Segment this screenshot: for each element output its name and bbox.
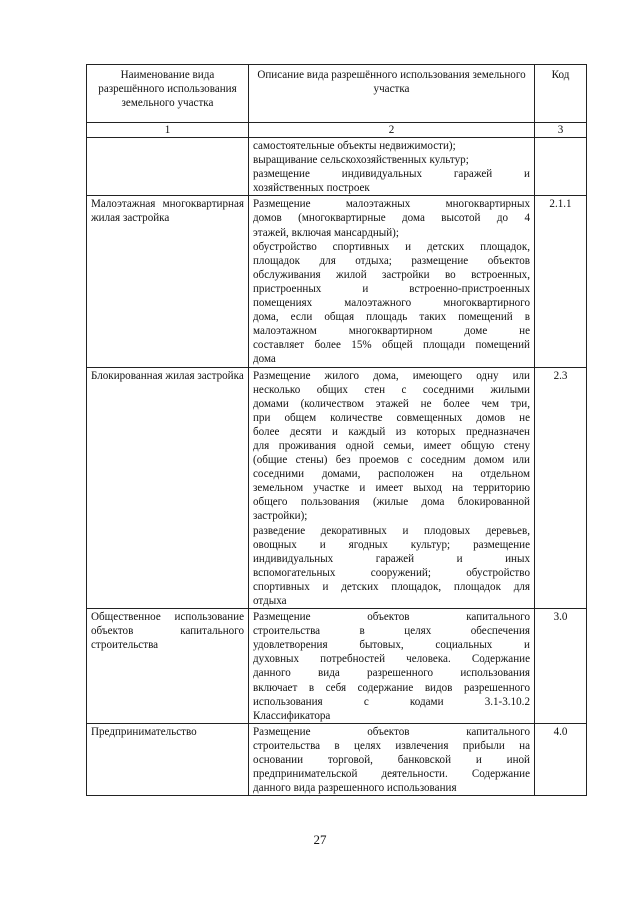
land-use-description: [249, 196, 535, 367]
land-use-description: [249, 367, 535, 609]
description-line: несколько общих стен с соседними жилыми: [253, 383, 530, 396]
description-line: духовных потребностей человека. Содержание: [253, 653, 530, 666]
description-line: более десяти и каждый из которых предназначен: [253, 425, 530, 438]
description-line: малоэтажном многоквартирном доме не: [253, 325, 530, 338]
description-line: использования с кодами 3.1-3.10.2: [253, 695, 530, 708]
description-line: застройки);: [253, 510, 308, 523]
land-use-description: [249, 609, 535, 724]
description-line: спортивных и детских площадок, площадок для: [253, 580, 530, 593]
description-line: Размещение объектов капитального: [253, 725, 530, 738]
description-line: (общие стены) без проемов с соседним домом или: [253, 454, 530, 467]
description-line: при общем количестве совмещенных домов не: [253, 411, 530, 424]
description-line: соседними домами, расположен на отдельном: [253, 468, 530, 481]
description-line: отдыха: [253, 595, 287, 607]
land-use-description: [249, 723, 535, 795]
land-use-name: Блокированная жилая застройка: [87, 367, 249, 609]
land-use-name: [87, 138, 249, 196]
description-line: данного вида разрешенного использования: [253, 782, 457, 795]
description-line: включает в себя содержание видов разрешенного: [253, 681, 530, 694]
description-line: Размещение объектов капитального: [253, 611, 530, 624]
description-line: строительства в целях обеспечения: [253, 625, 530, 638]
land-use-code: [535, 138, 587, 196]
document-page: [86, 64, 586, 796]
table-row: [87, 609, 587, 724]
page-number: 27: [313, 832, 327, 847]
description-line: помещениях малоэтажного многоквартирного: [253, 297, 530, 310]
description-line: земельном участке и имеет выход на территорию: [253, 482, 530, 495]
description-line: разведение декоративных и плодовых деревьев,: [253, 524, 530, 537]
table-row: [87, 196, 587, 367]
land-use-code: 2.3: [535, 367, 587, 609]
description-line: составляет более 15% общей площади помещений: [253, 339, 530, 352]
description-line: обслуживания жилой застройки во встроенных,: [253, 268, 530, 281]
land-use-name: Предпринимательство: [87, 723, 249, 795]
description-line: вспомогательных сооружений; обустройство: [253, 566, 530, 579]
table-row: [87, 367, 587, 609]
description-line: пристроенных и встроенно-пристроенных: [253, 282, 530, 295]
description-line: Размещение жилого дома, имеющего одну или: [253, 369, 530, 382]
description-line: данного вида разрешенного использования: [253, 667, 530, 680]
land-use-description: [249, 138, 535, 196]
description-line: размещение индивидуальных гаражей и: [253, 168, 530, 181]
description-line: общего пользования (жилые дома блокированной: [253, 496, 530, 509]
header-description: Описание вида разрешённого использования земельного участка: [249, 65, 535, 123]
column-number: 1: [87, 123, 249, 138]
description-line: предпринимательской деятельности. Содержание: [253, 768, 530, 781]
column-number: 2: [249, 123, 535, 138]
land-use-name: Малоэтажная многоквартирная жилая застройка: [87, 196, 249, 367]
description-line: площадок для отдыха; размещение объектов: [253, 254, 530, 267]
table-row: [87, 138, 587, 196]
description-line: выращивание сельскохозяйственных культур;: [253, 154, 469, 167]
description-line: самостоятельные объекты недвижимости);: [253, 140, 456, 152]
description-line: этажей, включая мансардный);: [253, 226, 399, 239]
description-line: обустройство спортивных и детских площадок,: [253, 240, 530, 253]
description-line: хозяйственных построек: [253, 182, 370, 195]
description-line: домов (многоквартирные дома высотой до 4: [253, 212, 530, 225]
land-use-code: 2.1.1: [535, 196, 587, 367]
column-number-row: [87, 123, 587, 138]
table-row: [87, 723, 587, 795]
description-line: домами (количеством этажей не более чем три,: [253, 397, 530, 410]
description-line: для проживания одной семьи, имеет общую стену: [253, 439, 530, 452]
land-use-name: Общественное использование объектов капитального строительства: [87, 609, 249, 724]
description-line: основании торговой, банковской и иной: [253, 754, 530, 767]
header-code: Код: [535, 65, 587, 123]
description-line: дома: [253, 353, 276, 366]
description-line: Размещение малоэтажных многоквартирных: [253, 198, 530, 211]
land-use-code: 3.0: [535, 609, 587, 724]
table-header-row: [87, 65, 587, 123]
header-name: Наименование вида разрешённого использования земельного участка: [87, 65, 249, 123]
description-line: индивидуальных гаражей и иных: [253, 552, 530, 565]
description-line: строительства в целях извлечения прибыли на: [253, 739, 530, 752]
description-line: удовлетворения бытовых, социальных и: [253, 639, 530, 652]
column-number: 3: [535, 123, 587, 138]
land-use-table: [86, 64, 587, 796]
description-line: овощных и ягодных культур; размещение: [253, 538, 530, 551]
land-use-code: 4.0: [535, 723, 587, 795]
description-line: Классификатора: [253, 709, 331, 722]
description-line: дома, если общая площадь таких помещений в: [253, 311, 530, 324]
